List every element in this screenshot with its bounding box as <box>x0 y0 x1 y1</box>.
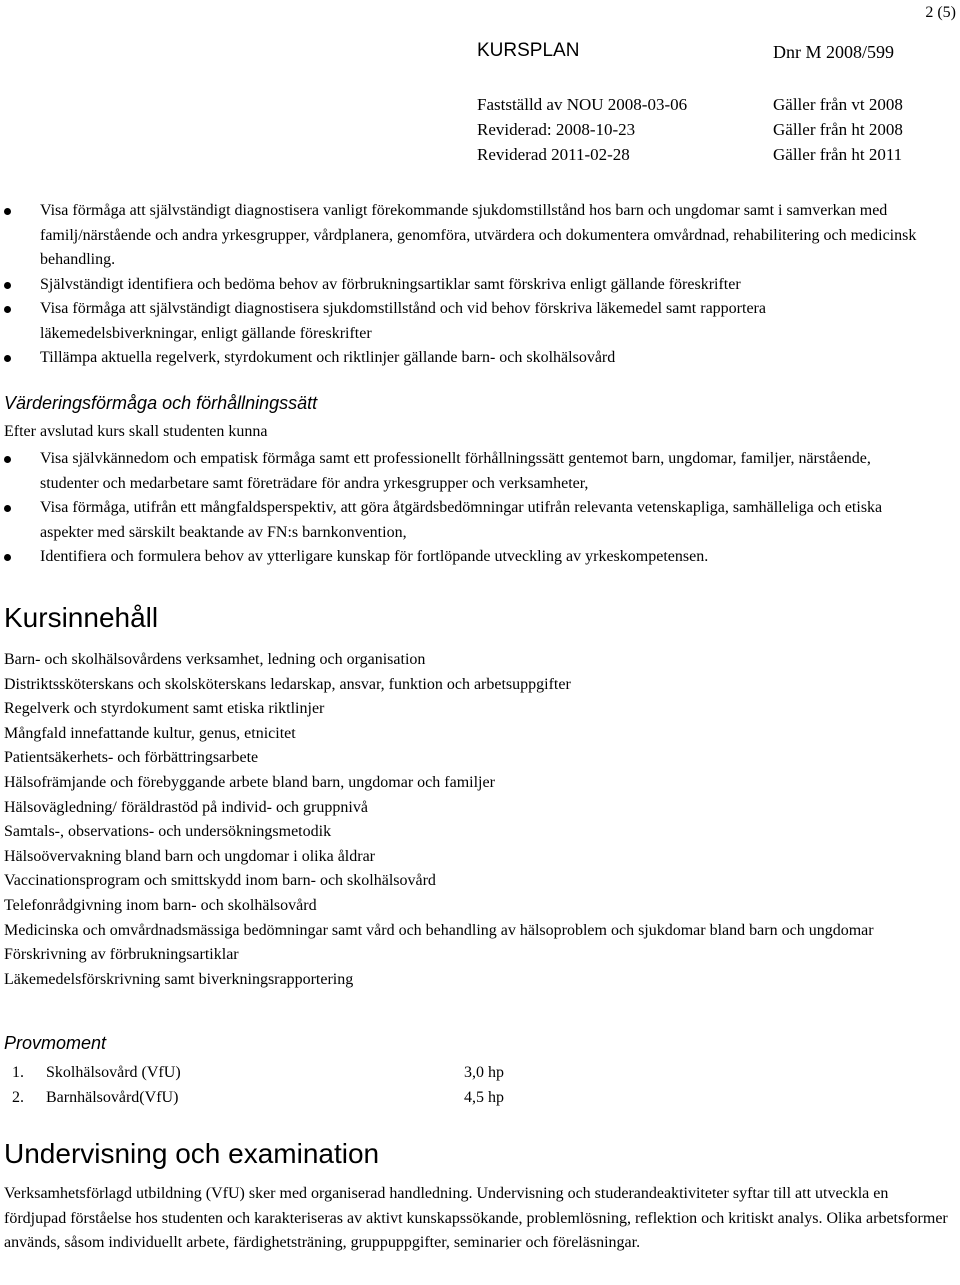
content-item: Telefonrådgivning inom barn- och skolhälsovård <box>4 896 317 914</box>
provmoment-credits: 4,5 hp <box>464 1089 504 1106</box>
provmoment-list <box>4 1060 504 1110</box>
provmoment-heading: Provmoment <box>4 1033 107 1053</box>
bullet-item: Visa förmåga, utifrån ett mångfaldsperspektiv, att göra åtgärdsbedömningar utifrån relevanta vetenskapliga, samhälleliga och etiska aspekter med särskilt beaktande av FN:s barnkonvention, <box>0 496 960 545</box>
content-item: Distriktssköterskans och skolsköterskans ledarskap, ansvar, funktion och arbetsuppgifter <box>4 675 571 693</box>
content-item: Samtals-, observations- och undersökningsmetodik <box>4 823 332 841</box>
provmoment-credits: 3,0 hp <box>464 1064 504 1081</box>
bullet-item: Tillämpa aktuella regelverk, styrdokument och riktlinjer gällande barn- och skolhälsovård <box>0 346 960 371</box>
revision-date: Reviderad 2011-02-28 <box>477 145 630 164</box>
content-item: Mångfald innefattande kultur, genus, etnicitet <box>4 724 296 742</box>
skills-bullet-list <box>0 199 960 371</box>
content-item: Hälsovägledning/ föräldrastöd på individ- och gruppnivå <box>4 798 368 816</box>
valid-from: Gäller från ht 2008 <box>773 120 903 139</box>
revision-date: Reviderad: 2008-10-23 <box>477 120 636 139</box>
provmoment-item <box>4 1085 504 1110</box>
content-item: Regelverk och styrdokument samt etiska riktlinjer <box>4 700 325 718</box>
bullet-item: Självständigt identifiera och bedöma behov av förbrukningsartiklar samt förskriva enligt gällande föreskrifter <box>0 273 960 298</box>
content-item: Hälsofrämjande och förebyggande arbete bland barn, ungdomar och familjer <box>4 773 495 791</box>
document-title: KURSPLAN <box>477 40 580 61</box>
valid-from: Gäller från ht 2011 <box>773 145 903 164</box>
provmoment-item <box>4 1060 504 1085</box>
provmoment-number: 1. <box>12 1064 24 1081</box>
content-item: Hälsoövervakning bland barn och ungdomar i olika åldrar <box>4 847 375 865</box>
bullet-item: Visa självkännedom och empatisk förmåga samt ett professionellt förhållningssätt gentemot barn, ungdomar, familjer, närstående, studenter och medarbetare samt företrädare för andra yrkesgrupper och verksamheter, <box>0 447 960 496</box>
content-item: Förskrivning av förbrukningsartiklar <box>4 946 239 964</box>
teaching-paragraph: Verksamhetsförlagd utbildning (VfU) sker med organiserad handledning. Undervisning och studerandeaktiviteter syftar till att utveckla en fördjupad förståelse hos studenten och karakteriseras av aktivt kunskapssökande, problemlösning, reflektion och kritiskt analys. Olika arbetsformer används, såsom individuellt arbete, färdighetsträning, gruppuppgifter, seminarier och föreläsningar. <box>4 1185 948 1251</box>
revision-row <box>477 142 903 167</box>
content-item: Vaccinationsprogram och smittskydd inom barn- och skolhälsovård <box>4 872 436 890</box>
bullet-item: Visa förmåga att självständigt diagnostisera vanligt förekommande sjukdomstillstånd hos barn och ungdomar samt i samverkan med familj/närstående och andra yrkesgrupper, vårdplanera, genomföra, utvärdera och dokumentera omvårdnad, rehabilitering och medicinsk behandling. <box>0 199 960 273</box>
bullet-item: Identifiera och formulera behov av ytterligare kunskap för fortlöpande utveckling av yrkeskompetensen. <box>0 545 960 570</box>
content-item: Läkemedelsförskrivning samt biverkningsrapportering <box>4 970 354 988</box>
provmoment-name: Skolhälsovård (VfU) <box>46 1064 181 1081</box>
page-number: 2 (5) <box>925 4 956 21</box>
teaching-heading: Undervisning och examination <box>4 1138 380 1169</box>
values-heading: Värderingsförmåga och förhållningssätt <box>4 393 318 413</box>
content-item: Barn- och skolhälsovårdens verksamhet, ledning och organisation <box>4 651 426 668</box>
revision-info <box>477 92 903 167</box>
bullet-item: Visa förmåga att självständigt diagnostisera sjukdomstillstånd och vid behov förskriva läkemedel samt rapportera läkemedelsbiverkningar, enligt gällande föreskrifter <box>0 297 960 346</box>
valid-from: Gäller från vt 2008 <box>773 95 903 114</box>
provmoment-number: 2. <box>12 1089 24 1106</box>
content-item: Medicinska och omvårdnadsmässiga bedömningar samt vård och behandling av hälsoproblem och sjukdomar bland barn och ungdomar <box>4 921 874 939</box>
values-bullet-list <box>0 447 960 570</box>
values-intro: Efter avslutad kurs skall studenten kunna <box>4 423 268 440</box>
content-heading: Kursinnehåll <box>4 602 159 633</box>
revision-row <box>477 92 903 117</box>
document-number: Dnr M 2008/599 <box>773 42 894 62</box>
content-item: Patientsäkerhets- och förbättringsarbete <box>4 749 259 767</box>
revision-date: Fastställd av NOU 2008-03-06 <box>477 95 688 114</box>
course-content-list <box>4 648 904 992</box>
provmoment-name: Barnhälsovård(VfU) <box>46 1089 179 1106</box>
revision-row <box>477 117 903 142</box>
